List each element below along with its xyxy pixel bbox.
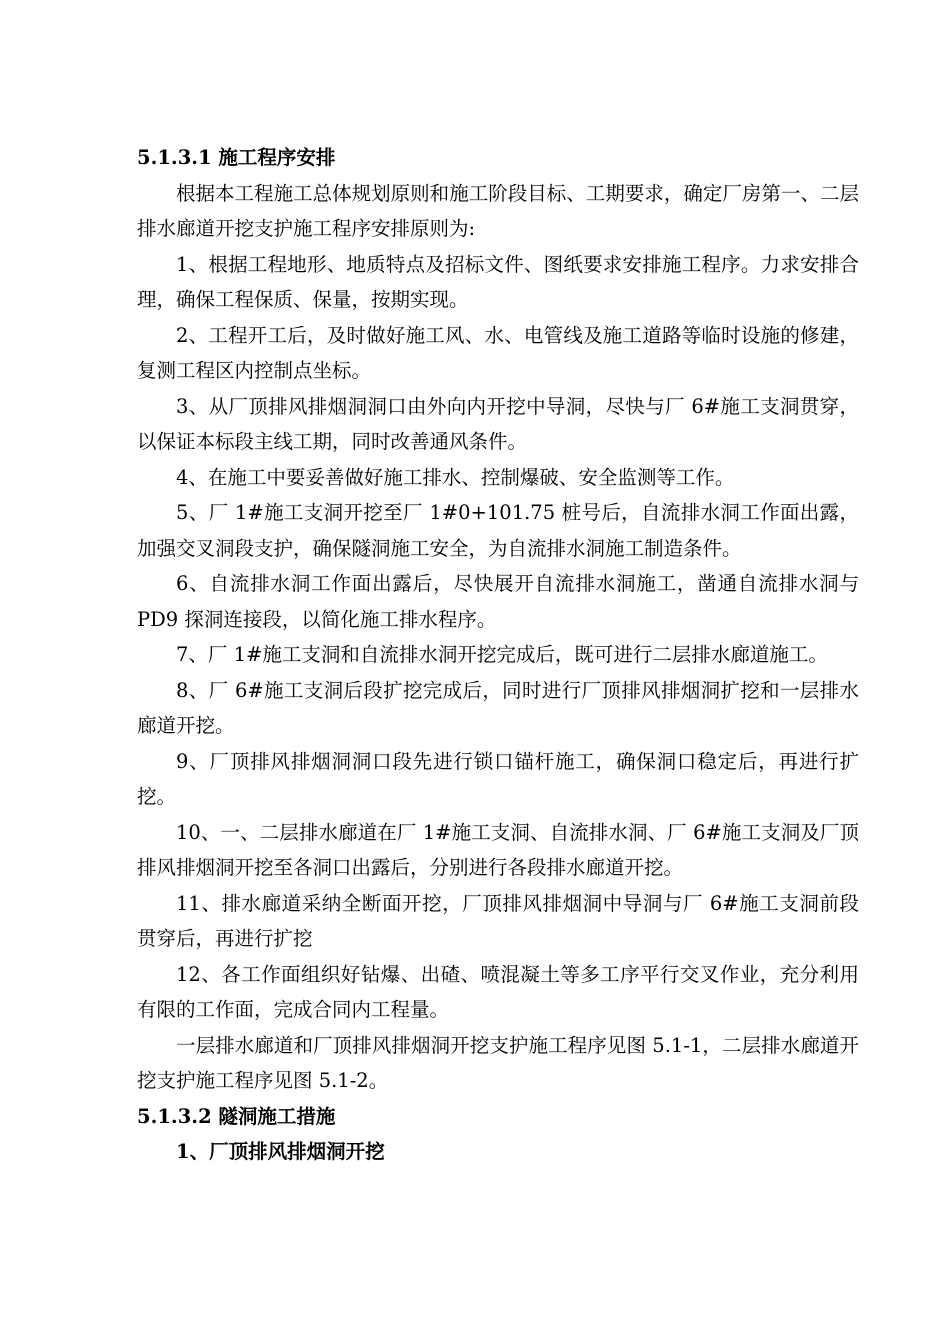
list-item: 4、在施工中要妥善做好施工排水、控制爆破、安全监测等工作。 xyxy=(176,465,735,489)
document-page xyxy=(137,140,859,1170)
subheading: 1、厂顶排风排烟洞开挖 xyxy=(176,1140,385,1163)
section-heading-5-1-3-1: 5.1.3.1 施工程序安排 xyxy=(137,146,336,169)
closing-paragraph: 一层排水廊道和厂顶排风排烟洞开挖支护施工程序见图 5.1-1，二层排水廊道开挖支护施工程序见图 5.1-2。 xyxy=(137,1033,859,1092)
list-item: 1、根据工程地形、地质特点及招标文件、图纸要求安排施工程序。力求安排合理，确保工程保质、保量，按期实现。 xyxy=(137,252,859,311)
list-item: 5、厂 1#施工支洞开挖至厂 1#0+101.75 桩号后，自流排水洞工作面出露，加强交叉洞段支护，确保隧洞施工安全，为自流排水洞施工制造条件。 xyxy=(137,501,859,560)
list-item: 11、排水廊道采纳全断面开挖，厂顶排风排烟洞中导洞与厂 6#施工支洞前段贯穿后，再进行扩挖 xyxy=(137,891,859,950)
list-item: 2、工程开工后，及时做好施工风、水、电管线及施工道路等临时设施的修建，复测工程区内控制点坐标。 xyxy=(137,323,859,382)
list-item: 9、厂顶排风排烟洞洞口段先进行锁口锚杆施工，确保洞口稳定后，再进行扩挖。 xyxy=(137,749,859,808)
list-item: 6、自流排水洞工作面出露后，尽快展开自流排水洞施工，凿通自流排水洞与 PD9 探洞连接段，以简化施工排水程序。 xyxy=(137,572,859,631)
list-item: 7、厂 1#施工支洞和自流排水洞开挖完成后，既可进行二层排水廊道施工。 xyxy=(176,643,828,666)
section-heading-5-1-3-2: 5.1.3.2 隧洞施工措施 xyxy=(137,1104,336,1128)
list-item: 10、一、二层排水廊道在厂 1#施工支洞、自流排水洞、厂 6#施工支洞及厂顶排风排烟洞开挖至各洞口出露后，分别进行各段排水廊道开挖。 xyxy=(137,820,859,879)
list-item: 8、厂 6#施工支洞后段扩挖完成后，同时进行厂顶排风排烟洞扩挖和一层排水廊道开挖。 xyxy=(137,678,859,737)
list-item: 12、各工作面组织好钻爆、出碴、喷混凝土等多工序平行交叉作业，充分利用有限的工作面，完成合同内工程量。 xyxy=(137,962,859,1021)
intro-paragraph: 根据本工程施工总体规划原则和施工阶段目标、工期要求，确定厂房第一、二层排水廊道开挖支护施工程序安排原则为: xyxy=(137,181,859,240)
list-item: 3、从厂顶排风排烟洞洞口由外向内开挖中导洞，尽快与厂 6#施工支洞贯穿，以保证本标段主线工期，同时改善通风条件。 xyxy=(137,394,859,453)
